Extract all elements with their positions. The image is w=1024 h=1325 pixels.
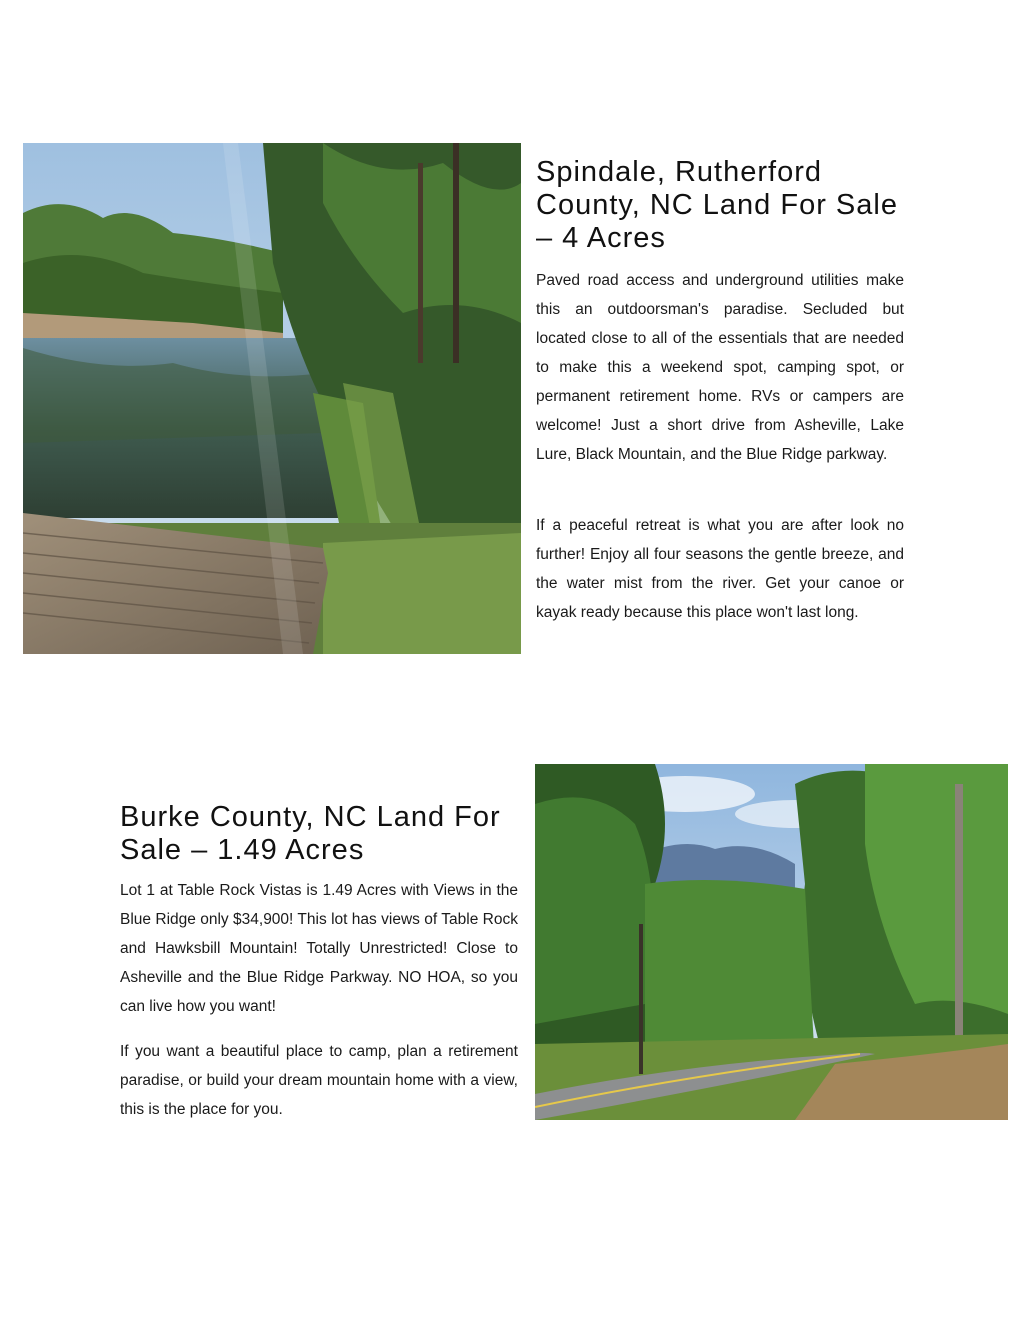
mountain-road-photo [535,764,1008,1120]
listing-description-spindale: Paved road access and underground utilities make this an outdoorsman's paradise. Secluded but located close to all of the essentials that are needed to make this a weekend spot, camping spot, or permanent retirement home. RVs or campers are welcome! Just a short drive from Asheville, Lake Lure, Black Mountain, and the Blue Ridge parkway. [536,272,904,463]
mountain-road-image [535,764,1008,1120]
river-dock-image [23,143,521,654]
listing-title-spindale: Spindale, Rutherford County, NC Land For Sale – 4 Acres [536,156,898,254]
river-dock-photo [23,143,521,654]
listing-description-burke-2: If you want a beautiful place to camp, plan a retirement paradise, or build your dream mountain home with a view, this is the place for you. [120,1043,518,1118]
listing-description-burke: Lot 1 at Table Rock Vistas is 1.49 Acres with Views in the Blue Ridge only $34,900! This lot has views of Table Rock and Hawksbill Mountain! Totally Unrestricted! Close to Asheville and the Blue Ridge Parkway. NO HOA, so you can live how you want! [120,882,518,1015]
listing-title-burke: Burke County, NC Land For Sale – 1.49 Acres [120,801,501,866]
listing-description-spindale-2: If a peaceful retreat is what you are after look no further! Enjoy all four seasons the gentle breeze, and the water mist from the river. Get your canoe or kayak ready because this place won't last long. [536,517,904,621]
